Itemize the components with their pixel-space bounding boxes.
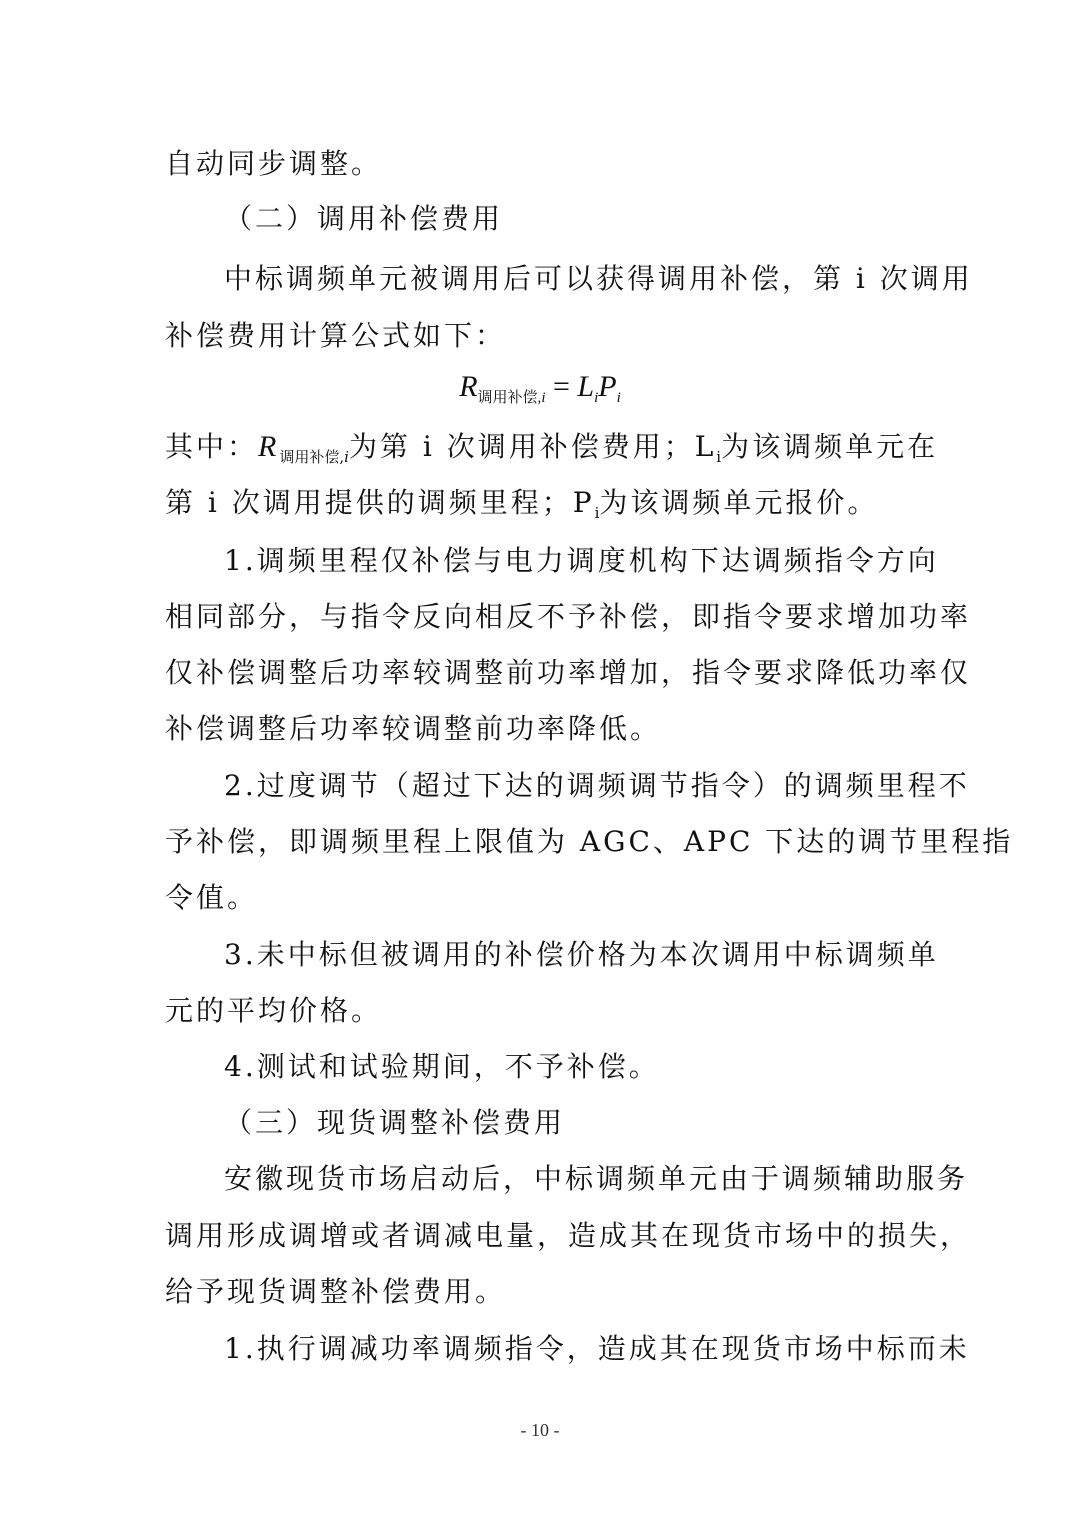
definition-line: 第 i 次调用提供的调频里程；$P_i$为该调频单元报价。 — [165, 486, 879, 522]
text-line: 给予现货调整补偿费用。 — [165, 1275, 507, 1308]
text-line: 补偿费用计算公式如下： — [165, 319, 507, 352]
section-heading: （二）调用补偿费用 — [224, 202, 504, 235]
compensation-formula — [0, 370, 1080, 407]
text-line: 2.过度调节（超过下达的调频调节指令）的调频里程不 — [224, 769, 970, 802]
text-line: 安徽现货市场启动后，中标调频单元由于调频辅助服务 — [224, 1162, 969, 1195]
formula-r-subscript: 调用补偿,i — [477, 390, 546, 406]
formula-p-subscript: i — [616, 390, 621, 406]
definition-line: 其中：$R_{调用补偿,i}$为第 i 次调用补偿费用；$L_i$为该调频单元在 — [165, 430, 939, 466]
formula-r: R — [459, 370, 478, 403]
page-number: - 10 - — [520, 1420, 560, 1440]
formula-equals: = — [552, 370, 570, 403]
text-line: 1.调频里程仅补偿与电力调度机构下达调频指令方向 — [224, 544, 939, 577]
text-line: 1.执行调减功率调频指令，造成其在现货市场中标而未 — [224, 1332, 970, 1365]
text-line: 调用形成调增或者调减电量，造成其在现货市场中的损失， — [165, 1219, 972, 1252]
text-line: 4.测试和试验期间，不予补偿。 — [224, 1050, 660, 1083]
formula-l: L — [577, 370, 595, 403]
text-line: 相同部分，与指令反向相反不予补偿，即指令要求增加功率 — [165, 600, 972, 633]
text-line: 仅补偿调整后功率较调整前功率增加，指令要求降低功率仅 — [165, 656, 972, 689]
formula-p: P — [598, 370, 617, 403]
text-line: 自动同步调整。 — [165, 147, 383, 180]
formula-l-subscript: i — [594, 390, 599, 406]
text-line: 予补偿，即调频里程上限值为 AGC、APC 下达的调节里程指 — [165, 825, 1014, 858]
text-line: 元的平均价格。 — [165, 994, 383, 1027]
section-heading: （三）现货调整补偿费用 — [224, 1106, 566, 1139]
text-line: 令值。 — [165, 881, 259, 914]
text-line: 补偿调整后功率较调整前功率降低。 — [165, 712, 662, 745]
text-line: 中标调频单元被调用后可以获得调用补偿，第 i 次调用 — [224, 262, 973, 295]
text-line: 3.未中标但被调用的补偿价格为本次调用中标调频单 — [224, 938, 939, 971]
